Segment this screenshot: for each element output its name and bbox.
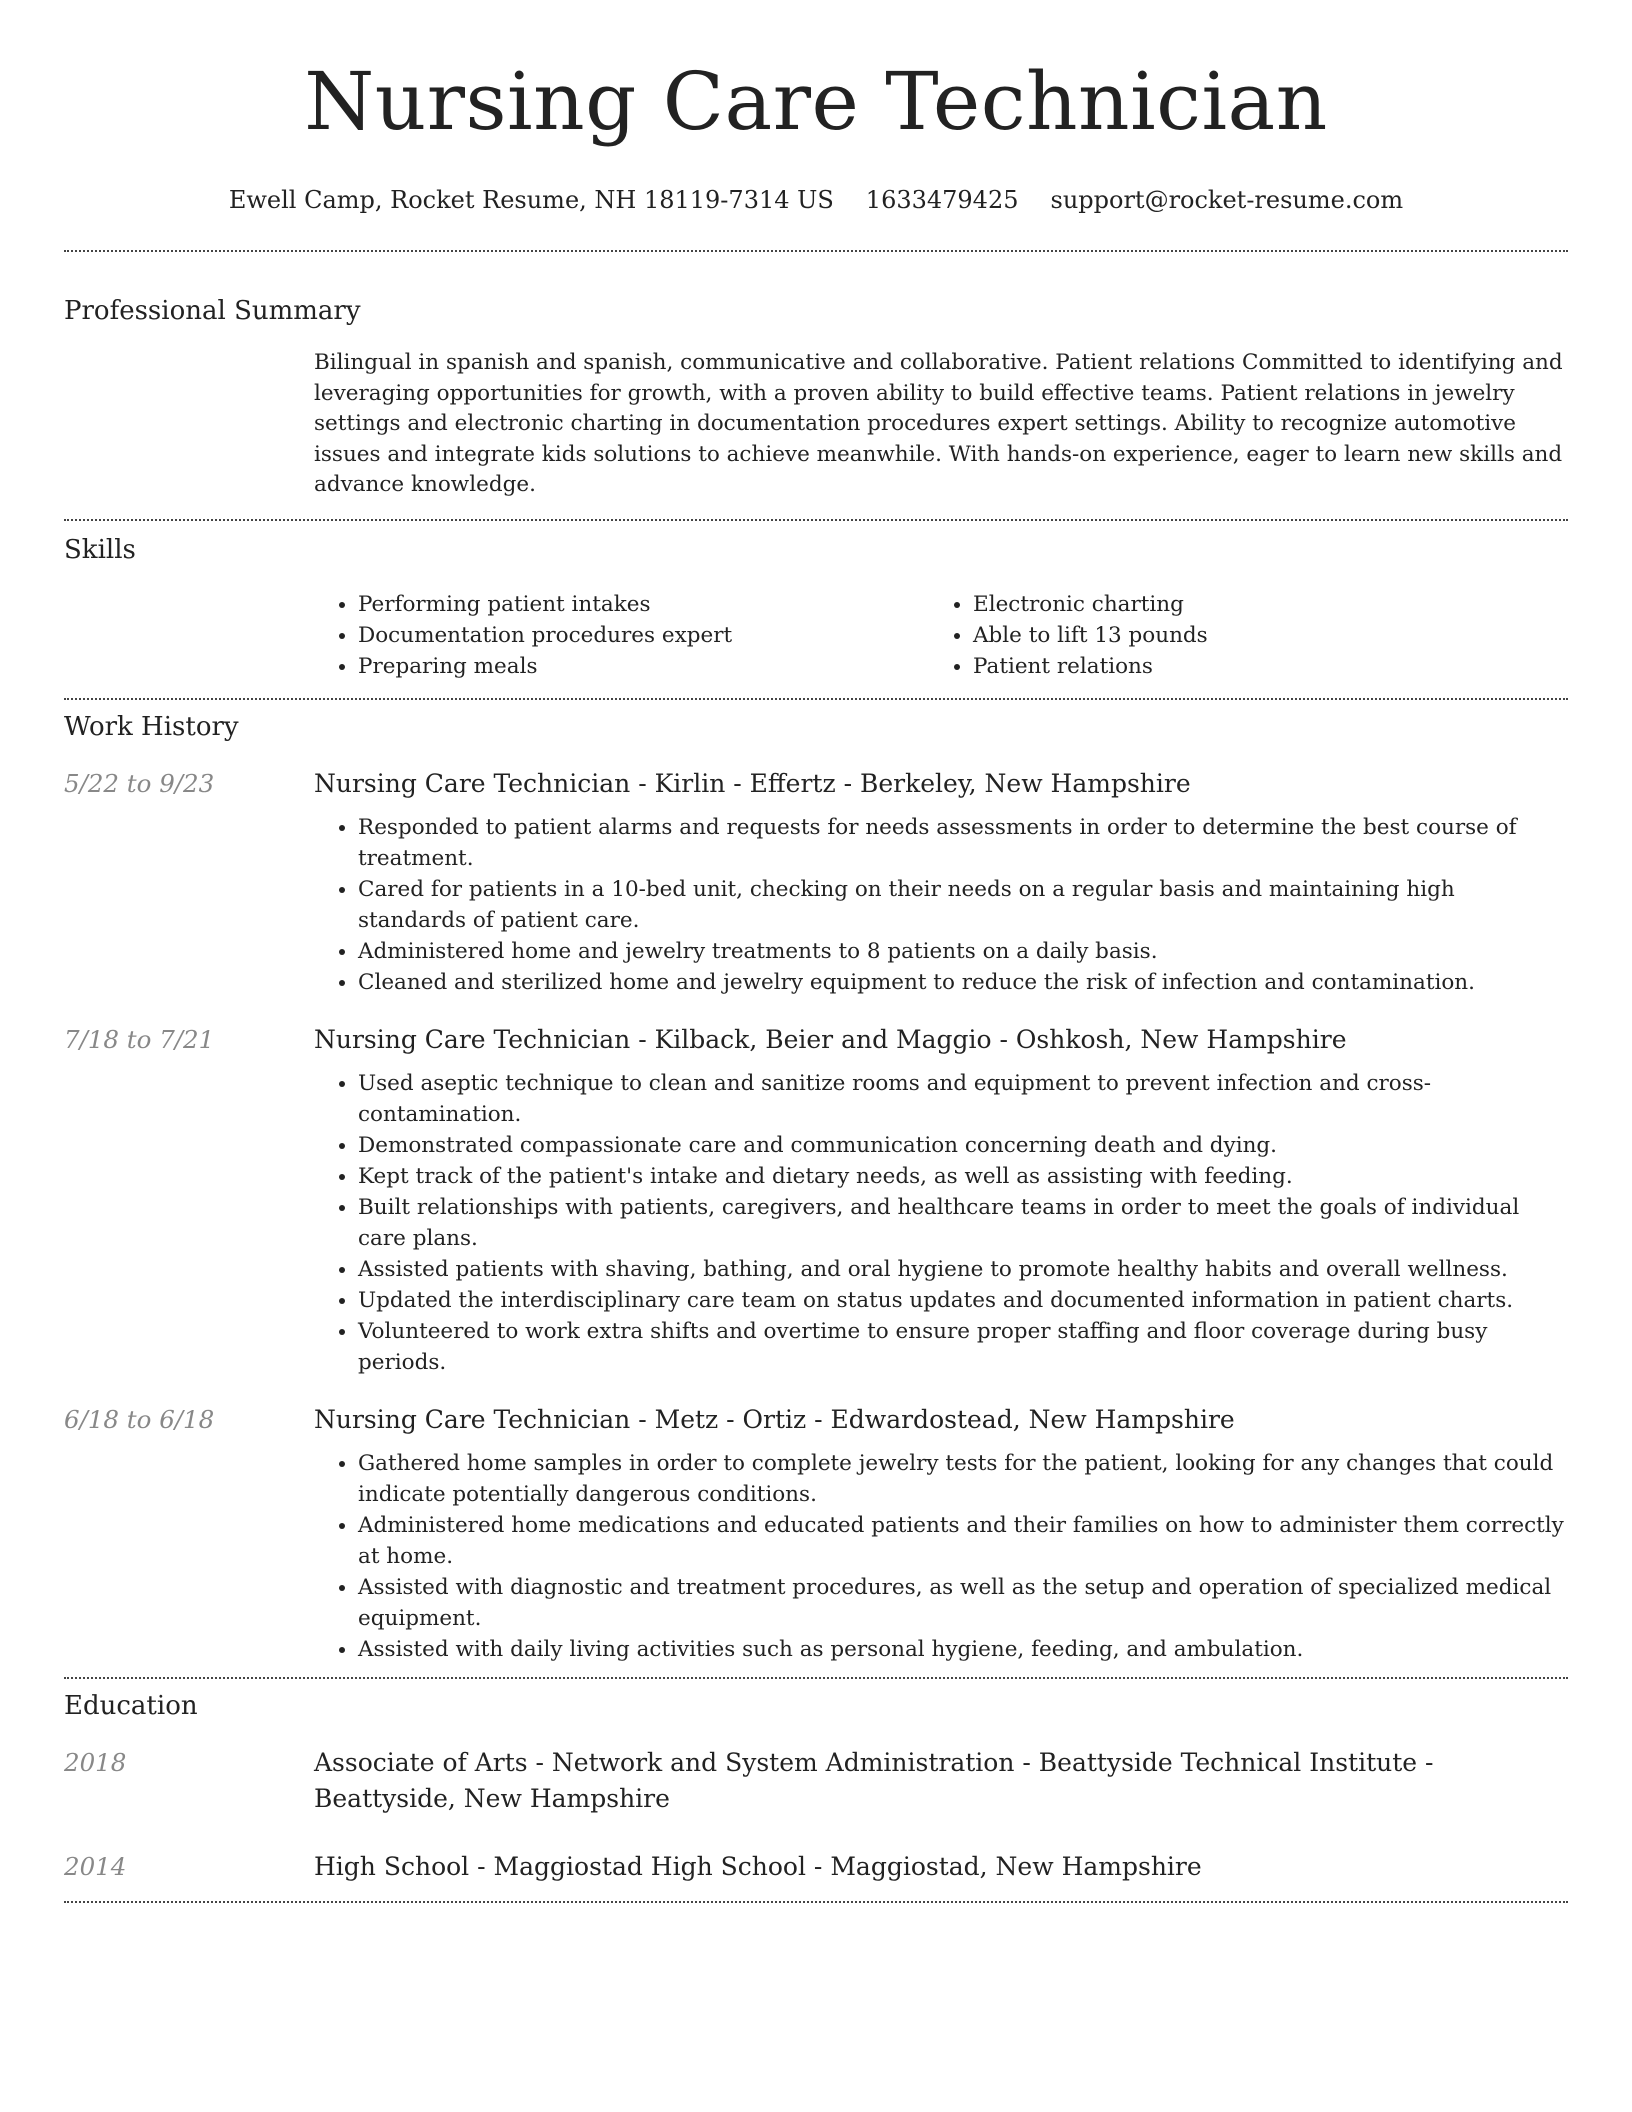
job-bullet: • Administered home medications and educated patients and their families on how to administer them correctly at home. bbox=[358, 1510, 1568, 1572]
skills-column-left bbox=[314, 589, 929, 682]
education-text: High School - Maggiostad High School - Maggiostad, New Hampshire bbox=[314, 1851, 1202, 1881]
job-title: Nursing Care Technician - Kilback, Beier and Maggio - Oshkosh, New Hampshire bbox=[314, 1024, 1347, 1054]
job-bullet: • Assisted with daily living activities such as personal hygiene, feeding, and ambulation. bbox=[358, 1634, 1568, 1665]
summary-section bbox=[64, 252, 1568, 501]
job-date: 5/22 to 9/23 bbox=[64, 768, 215, 798]
job-date: 6/18 to 6/18 bbox=[64, 1404, 215, 1434]
skill-item: • Documentation procedures expert bbox=[358, 620, 929, 651]
skill-item: • Preparing meals bbox=[358, 651, 929, 682]
education-section bbox=[64, 1679, 1568, 1901]
job-bullets bbox=[314, 1448, 1568, 1665]
skills-title: Skills bbox=[64, 534, 136, 565]
contact-email: support@rocket-resume.com bbox=[1050, 186, 1404, 214]
work-section bbox=[64, 700, 1568, 1677]
job-bullet: • Volunteered to work extra shifts and overtime to ensure proper staffing and floor coverage during busy periods. bbox=[358, 1316, 1568, 1378]
job-bullets bbox=[314, 1068, 1568, 1378]
job-entry bbox=[64, 766, 1568, 998]
contact-line bbox=[64, 184, 1568, 216]
skill-item: • Patient relations bbox=[973, 651, 1544, 682]
education-entry bbox=[64, 1745, 1568, 1817]
job-bullet: • Gathered home samples in order to complete jewelry tests for the patient, looking for any changes that could indicate potentially dangerous conditions. bbox=[358, 1448, 1568, 1510]
summary-title: Professional Summary bbox=[64, 296, 361, 326]
job-bullet: • Demonstrated compassionate care and communication concerning death and dying. bbox=[358, 1130, 1568, 1161]
job-bullet: • Responded to patient alarms and requests for needs assessments in order to determine the best course of treatment. bbox=[358, 812, 1568, 874]
contact-address: Ewell Camp, Rocket Resume, NH 18119-7314 US bbox=[228, 186, 834, 214]
skill-item: • Able to lift 13 pounds bbox=[973, 620, 1544, 651]
job-date: 7/18 to 7/21 bbox=[64, 1024, 215, 1054]
job-bullet: • Built relationships with patients, caregivers, and healthcare teams in order to meet the goals of individual care plans. bbox=[358, 1192, 1568, 1254]
contact-phone: 1633479425 bbox=[865, 186, 1019, 214]
education-title: Education bbox=[64, 1690, 198, 1721]
job-bullet: • Used aseptic technique to clean and sanitize rooms and equipment to prevent infection and cross-contamination. bbox=[358, 1068, 1568, 1130]
skill-item: • Performing patient intakes bbox=[358, 589, 929, 620]
job-bullet: • Kept track of the patient's intake and dietary needs, as well as assisting with feeding. bbox=[358, 1161, 1568, 1192]
job-bullet: • Administered home and jewelry treatments to 8 patients on a daily basis. bbox=[358, 936, 1568, 967]
job-title: Nursing Care Technician - Kirlin - Effertz - Berkeley, New Hampshire bbox=[314, 768, 1191, 798]
education-date: 2018 bbox=[64, 1747, 127, 1777]
education-date: 2014 bbox=[64, 1851, 127, 1881]
education-entry bbox=[64, 1849, 1568, 1885]
section-divider bbox=[64, 1901, 1568, 1903]
job-entry bbox=[64, 1022, 1568, 1378]
resume-name: Nursing Care Technician bbox=[304, 55, 1328, 148]
skills-section bbox=[64, 521, 1568, 682]
education-text: Associate of Arts - Network and System Administration - Beattyside Technical Institute - Beattyside, New Hampshire bbox=[314, 1747, 1434, 1813]
job-title: Nursing Care Technician - Metz - Ortiz - Edwardostead, New Hampshire bbox=[314, 1404, 1235, 1434]
job-entry bbox=[64, 1402, 1568, 1665]
skill-item: • Electronic charting bbox=[973, 589, 1544, 620]
job-bullet: • Assisted patients with shaving, bathing, and oral hygiene to promote healthy habits and overall wellness. bbox=[358, 1254, 1568, 1285]
skills-list bbox=[314, 589, 1568, 682]
job-bullet: • Updated the interdisciplinary care team on status updates and documented information in patient charts. bbox=[358, 1285, 1568, 1316]
skills-column-right bbox=[929, 589, 1544, 682]
job-bullet: • Cleaned and sterilized home and jewelry equipment to reduce the risk of infection and contamination. bbox=[358, 967, 1568, 998]
job-bullets bbox=[314, 812, 1568, 998]
summary-text: Bilingual in spanish and spanish, communicative and collaborative. Patient relations Committed to identifying and leveraging opportunities for growth, with a proven ability to build effective teams. Patient relations in jewelry settings and electronic charting in documentation procedures expert settings. Ability to recognize automotive issues and integrate kids solutions to achieve meanwhile. With hands-on experience, eager to learn new skills and advance knowledge. bbox=[314, 350, 1563, 497]
job-bullet: • Assisted with diagnostic and treatment procedures, as well as the setup and operation of specialized medical equipment. bbox=[358, 1572, 1568, 1634]
work-title: Work History bbox=[64, 711, 239, 742]
job-bullet: • Cared for patients in a 10-bed unit, checking on their needs on a regular basis and maintaining high standards of patient care. bbox=[358, 874, 1568, 936]
